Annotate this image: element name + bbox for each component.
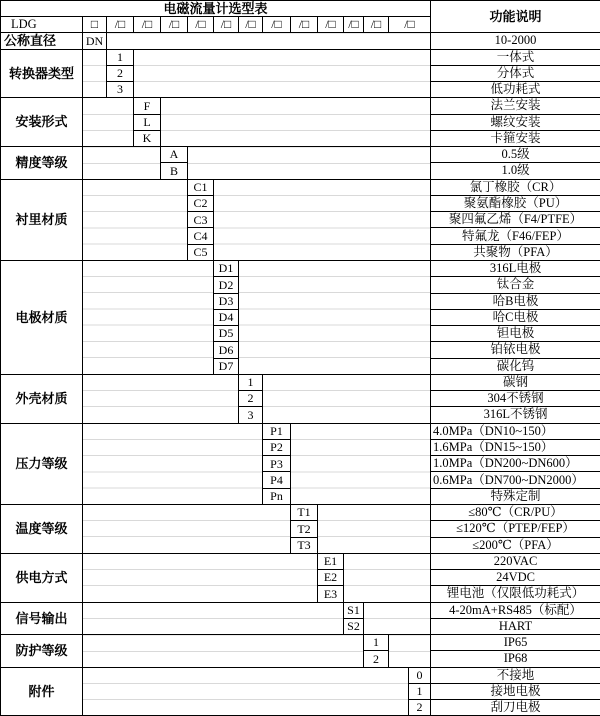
model-slot: /□ <box>364 17 389 33</box>
desc-cell: 分体式 <box>431 65 600 81</box>
desc-cell: 螺纹安装 <box>431 114 600 130</box>
code-cell: P1 <box>263 423 291 439</box>
code-cell: E1 <box>318 553 344 569</box>
desc-cell: ≤200℃（PFA） <box>431 537 600 553</box>
code-cell: C3 <box>188 212 214 228</box>
model-slot: /□ <box>188 17 214 33</box>
empty-cell <box>263 374 431 423</box>
model-slot: /□ <box>318 17 344 33</box>
desc-cell: 316L电极 <box>431 260 600 276</box>
code-cell: T1 <box>291 504 318 520</box>
model-slot: /□ <box>389 17 431 33</box>
code-cell: E3 <box>318 586 344 602</box>
code-cell: K <box>134 130 161 146</box>
empty-cell <box>83 147 161 180</box>
desc-cell: 特殊定制 <box>431 488 600 504</box>
group-label-installation: 安装形式 <box>1 98 83 147</box>
group-label-electrode-material: 电极材质 <box>1 260 83 374</box>
desc-cell: 共聚物（PFA） <box>431 244 600 260</box>
table-row <box>1 260 600 276</box>
code-cell: 1 <box>364 635 389 651</box>
code-cell: Pn <box>263 488 291 504</box>
code-cell: D3 <box>214 293 239 309</box>
code-cell: C2 <box>188 195 214 211</box>
group-label-converter-type: 转换器类型 <box>1 49 83 98</box>
desc-cell: ≤80℃（CR/PU） <box>431 504 600 520</box>
code-cell: P4 <box>263 472 291 488</box>
empty-cell <box>83 423 263 504</box>
empty-cell <box>83 374 239 423</box>
function-column-header: 功能说明 <box>431 1 600 33</box>
desc-cell: 钽电极 <box>431 326 600 342</box>
group-label-pressure-rating: 压力等级 <box>1 423 83 504</box>
desc-cell: 4.0MPa（DN10~150） <box>431 423 600 439</box>
desc-cell: ≤120℃（PTEP/FEP） <box>431 521 600 537</box>
empty-cell <box>344 553 431 602</box>
desc-cell: 4-20mA+RS485（标配） <box>431 602 600 618</box>
code-cell: 2 <box>107 65 134 81</box>
code-cell: S1 <box>344 602 364 618</box>
model-slot: /□ <box>107 17 134 33</box>
code-cell: 1 <box>107 49 134 65</box>
empty-cell <box>83 260 214 374</box>
desc-cell: 特氟龙（F46/FEP） <box>431 228 600 244</box>
empty-cell <box>83 49 107 98</box>
desc-cell: 低功耗式 <box>431 82 600 98</box>
desc-cell: 锂电池（仅限低功耗式） <box>431 586 600 602</box>
empty-cell <box>318 504 431 553</box>
desc-cell: 1.6MPa（DN15~150） <box>431 439 600 455</box>
code-cell: 2 <box>409 700 431 716</box>
desc-cell: 一体式 <box>431 49 600 65</box>
desc-cell: 1.0级 <box>431 163 600 179</box>
desc-cell: 聚四氟乙烯（F4/PTFE） <box>431 212 600 228</box>
group-label-power-supply: 供电方式 <box>1 553 83 602</box>
desc-cell: 10-2000 <box>431 33 600 49</box>
code-cell: C1 <box>188 179 214 195</box>
group-label-signal-output: 信号输出 <box>1 602 83 635</box>
empty-cell <box>239 260 431 374</box>
desc-cell: IP68 <box>431 651 600 667</box>
code-cell: A <box>161 147 188 163</box>
desc-cell: 刮刀电极 <box>431 700 600 716</box>
model-slot: /□ <box>161 17 188 33</box>
desc-cell: 哈C电极 <box>431 309 600 325</box>
code-cell: 3 <box>239 407 263 423</box>
desc-cell: 铂铱电极 <box>431 342 600 358</box>
empty-cell <box>83 553 318 602</box>
desc-cell: 304不锈钢 <box>431 391 600 407</box>
table-row <box>1 667 600 683</box>
empty-cell <box>83 602 344 635</box>
code-cell: L <box>134 114 161 130</box>
group-label-accessories: 附件 <box>1 667 83 716</box>
code-cell: D7 <box>214 358 239 374</box>
code-cell: C5 <box>188 244 214 260</box>
code-cell: P3 <box>263 456 291 472</box>
model-slot: /□ <box>344 17 364 33</box>
code-cell: DN <box>83 33 107 49</box>
table-row <box>1 374 600 390</box>
desc-cell: 碳钢 <box>431 374 600 390</box>
table-row <box>1 49 600 65</box>
desc-cell: HART <box>431 618 600 634</box>
table-row <box>1 98 600 114</box>
desc-cell: 法兰安装 <box>431 98 600 114</box>
code-cell: D6 <box>214 342 239 358</box>
page-title: 电磁流量计选型表 <box>1 1 431 17</box>
desc-cell: 0.5级 <box>431 147 600 163</box>
table-row <box>1 553 600 569</box>
code-cell: D1 <box>214 260 239 276</box>
table-row <box>1 147 600 163</box>
code-cell: 1 <box>239 374 263 390</box>
code-cell: D5 <box>214 326 239 342</box>
model-slot: /□ <box>134 17 161 33</box>
desc-cell: 聚氨酯橡胶（PU） <box>431 195 600 211</box>
group-label-accuracy: 精度等级 <box>1 147 83 180</box>
table-row <box>1 33 600 49</box>
empty-cell <box>83 667 409 716</box>
desc-cell: 0.6MPa（DN700~DN2000） <box>431 472 600 488</box>
empty-cell <box>291 423 431 504</box>
model-slot: /□ <box>291 17 318 33</box>
empty-cell <box>389 635 431 668</box>
empty-cell <box>214 179 431 260</box>
table-row <box>1 602 600 618</box>
desc-cell: 接地电极 <box>431 683 600 699</box>
desc-cell: 1.0MPa（DN200~DN600） <box>431 456 600 472</box>
code-cell: B <box>161 163 188 179</box>
desc-cell: 哈B电极 <box>431 293 600 309</box>
desc-cell: 220VAC <box>431 553 600 569</box>
desc-cell: 24VDC <box>431 570 600 586</box>
table-row <box>1 504 600 520</box>
group-label-lining-material: 衬里材质 <box>1 179 83 260</box>
desc-cell: 碳化钨 <box>431 358 600 374</box>
code-cell: T2 <box>291 521 318 537</box>
table-row <box>1 1 600 17</box>
code-cell: 2 <box>239 391 263 407</box>
desc-cell: IP65 <box>431 635 600 651</box>
code-cell: F <box>134 98 161 114</box>
code-cell: C4 <box>188 228 214 244</box>
empty-cell <box>107 33 431 49</box>
code-cell: 3 <box>107 82 134 98</box>
empty-cell <box>83 504 291 553</box>
code-cell: S2 <box>344 618 364 634</box>
code-cell: E2 <box>318 570 344 586</box>
table-row <box>1 635 600 651</box>
model-slot: /□ <box>263 17 291 33</box>
code-cell: T3 <box>291 537 318 553</box>
code-cell: 2 <box>364 651 389 667</box>
model-slot: /□ <box>239 17 263 33</box>
desc-cell: 钛合金 <box>431 277 600 293</box>
empty-cell <box>83 179 188 260</box>
group-label-temperature-rating: 温度等级 <box>1 504 83 553</box>
empty-cell <box>364 602 431 635</box>
model-slot: /□ <box>214 17 239 33</box>
empty-cell <box>83 635 364 668</box>
code-cell: P2 <box>263 439 291 455</box>
desc-cell: 不接地 <box>431 667 600 683</box>
code-cell: D2 <box>214 277 239 293</box>
empty-cell <box>161 98 431 147</box>
empty-cell <box>83 98 134 147</box>
table-row <box>1 179 600 195</box>
empty-cell <box>134 49 431 98</box>
model-prefix: LDG <box>1 17 83 33</box>
group-label-housing-material: 外壳材质 <box>1 374 83 423</box>
desc-cell: 316L不锈钢 <box>431 407 600 423</box>
code-cell: D4 <box>214 309 239 325</box>
table-row <box>1 423 600 439</box>
desc-cell: 氯丁橡胶（CR） <box>431 179 600 195</box>
code-cell: 1 <box>409 683 431 699</box>
model-box-cell: □ <box>83 17 107 33</box>
group-label-nominal-diameter: 公称直径 <box>1 33 83 49</box>
desc-cell: 卡箍安装 <box>431 130 600 146</box>
group-label-protection-class: 防护等级 <box>1 635 83 668</box>
empty-cell <box>188 147 431 180</box>
code-cell: 0 <box>409 667 431 683</box>
